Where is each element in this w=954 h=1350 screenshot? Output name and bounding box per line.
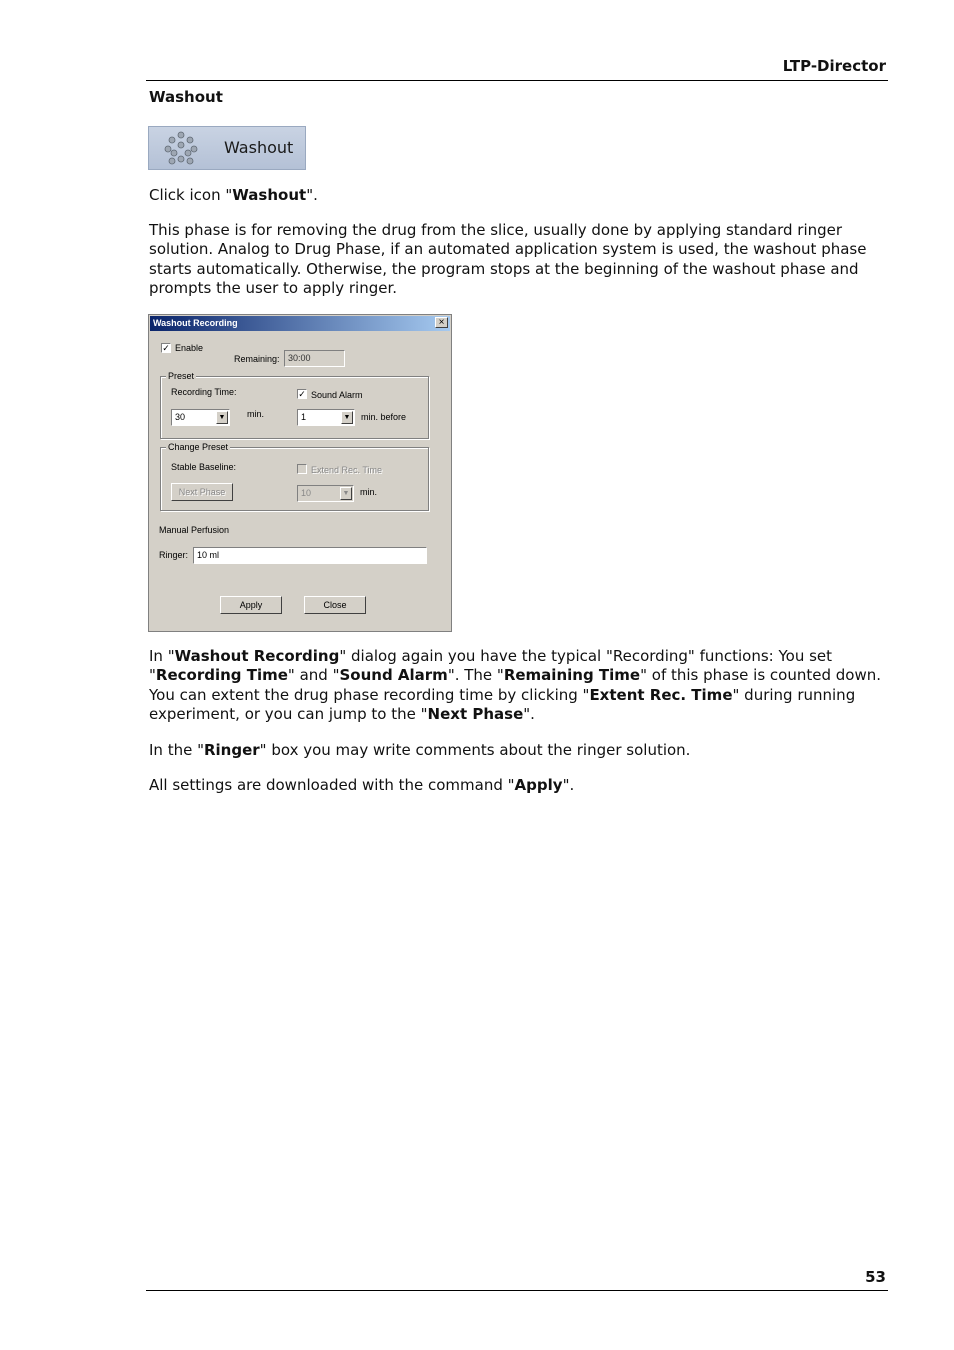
apply-button[interactable]: Apply [220,596,282,614]
section-title: Washout [149,88,223,106]
preset-legend: Preset [168,371,195,381]
footer-rule [146,1290,888,1291]
sound-alarm-checkbox[interactable]: ✓ [298,389,306,399]
alarm-time-combo[interactable] [297,409,355,426]
min-before-label: min. before [361,412,407,422]
washout-icon-button[interactable] [148,126,306,170]
chevron-down-icon[interactable]: ▼ [216,411,228,424]
running-header-title: LTP-Director [782,57,886,75]
dialog-title-bar [150,316,450,331]
change-preset-legend: Change Preset [168,442,229,452]
paragraph-click-icon: Click icon "Washout". [149,186,318,204]
sound-alarm-label: Sound Alarm [311,390,363,400]
page-number: 53 [865,1268,886,1286]
paragraph-dialog-explanation: In "Washout Recording" dialog again you have the typical "Recording" functions: You set "Recording Time" and "Sound Alarm". The "Remaining Time" of this phase is counted down. You can extent the drug phase recording time by clicking "Extent Rec. Time" during running experiment, or you can jump to the "Next Phase". [149,647,881,724]
stable-baseline-label: Stable Baseline: [171,462,237,472]
chevron-down-icon[interactable]: ▼ [340,487,352,500]
next-phase-button[interactable]: Next Phase [171,483,233,501]
remaining-field: 30:00 [284,350,345,367]
washout-recording-dialog [148,314,452,632]
chevron-down-icon[interactable]: ▼ [341,411,353,424]
extend-time-combo[interactable] [297,485,354,502]
paragraph-phase-description: This phase is for removing the drug from the slice, usually done by applying standard ringer solution. Analog to Drug Phase, if an automated application system is used, the washout phase starts automatically. Otherwise, the program stops at the beginning of the washout phase and prompts the user to apply ringer. [149,221,867,298]
extend-time-unit: min. [360,487,378,497]
extend-time-value: 10 [301,488,312,498]
extend-rec-time-checkbox[interactable] [297,464,307,474]
washout-icon-label: Washout [224,138,294,157]
header-rule [146,80,888,81]
enable-label: Enable [175,343,204,353]
recording-time-combo[interactable] [171,409,230,426]
dialog-close-icon[interactable]: × [435,317,448,328]
dialog-title: Washout Recording [153,318,238,328]
ringer-input[interactable]: 10 ml [193,547,427,564]
preset-group [160,371,429,439]
alarm-time-value: 1 [301,412,307,422]
remaining-label: Remaining: [234,354,280,364]
recording-time-unit: min. [247,409,265,419]
extend-rec-time-label: Extend Rec. Time [311,465,383,475]
paragraph-ringer: In the "Ringer" box you may write comments about the ringer solution. [149,741,691,759]
recording-time-label: Recording Time: [171,387,237,397]
enable-checkbox[interactable]: ✓ [162,343,170,353]
recording-time-value: 30 [175,412,186,422]
change-preset-group [160,442,429,511]
washout-dots-icon [163,131,199,167]
close-button[interactable]: Close [304,596,366,614]
ringer-label: Ringer: [159,550,189,560]
manual-perfusion-label: Manual Perfusion [159,525,230,535]
paragraph-apply: All settings are downloaded with the command "Apply". [149,776,575,794]
